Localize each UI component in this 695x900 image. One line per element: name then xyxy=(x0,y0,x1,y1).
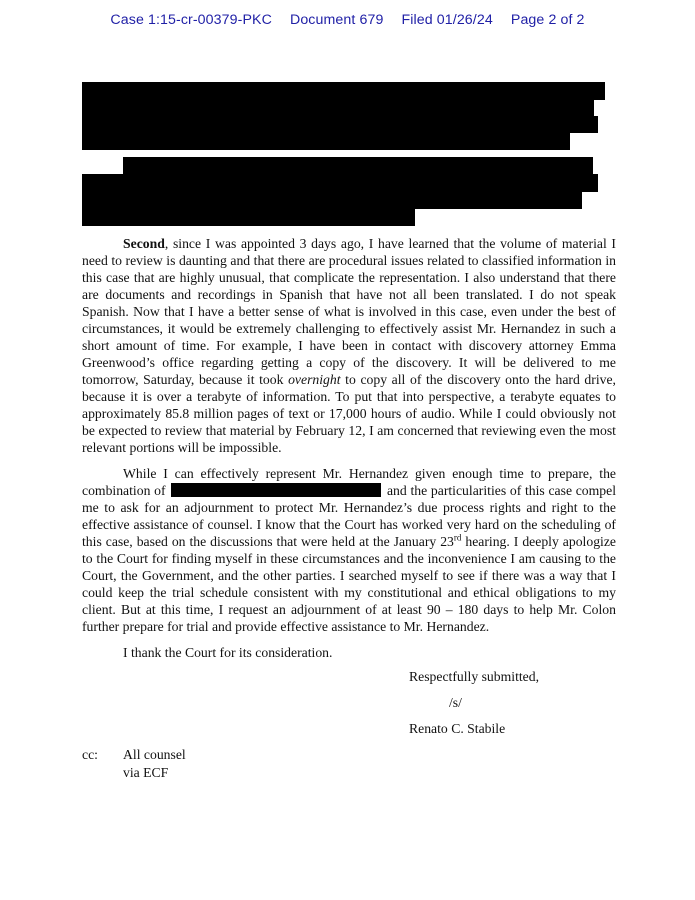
thanks-line: I thank the Court for its consideration. xyxy=(123,645,333,660)
second-heading: Second xyxy=(123,236,165,251)
signer-name: Renato C. Stabile xyxy=(409,721,506,736)
paragraph-second: Second, since I was appointed 3 days ago, I have learned that the volume of material I need to review is daunting and that there are procedural issues related to classified information in this case that are highly unusual, that complicate the representation. I also understand that there are documents and recordings in Spanish that have not all been translated. I do not speak Spanish. Now that I have a better sense of what is involved in this case, even under the best of circumstances, it would be extremely challenging to effectively assist Mr. Hernandez in such a short amount of time. For example, I have been in contact with discovery attorney Emma Greenwood’s office regarding getting a copy of the discovery. It will be delivered to me tomorrow, Saturday, because it took overnight to copy all of the discovery onto the hard drive, because it is over a terabyte of information. To put that into perspective, a terabyte equates to approximately 85.8 million pages of text or 17,000 hours of audio. While I could obviously not be expected to review that material by February 12, I am concerned that reviewing even the most relevant portions will be impossible. xyxy=(82,236,616,455)
document-number: Document 679 xyxy=(289,12,384,28)
paragraph-adjournment: While I can effectively represent Mr. Hernandez given enough time to prepare, the combination of and the particularities of this case compel me to ask for an adjournment to protect Mr. Hernandez’s due process rights and right to the effective assistance of counsel. I know that the Court has worked very hard on the scheduling of this case, based on the discussions that were held at the January 23rd hearing. I deeply apologize to the Court for finding myself in these circumstances and the inconvenience I am causing to the Court, the Government, and the other parties. I searched myself to see if there was a way that I could keep the trial schedule consistent with my constitutional and ethical obligations to my client. But at this time, I request an adjournment of at least 90 – 180 days to help Mr. Colon further prepare for trial and provide effective assistance to Mr. Hernandez. xyxy=(82,466,617,634)
filed-date: Filed 01/26/24 xyxy=(401,12,493,28)
cc-line-1: All counsel xyxy=(123,747,186,762)
case-header xyxy=(0,12,695,28)
page-number: Page 2 of 2 xyxy=(510,12,585,28)
inline-redaction xyxy=(171,483,381,497)
body-text xyxy=(82,235,616,661)
closing: Respectfully submitted, xyxy=(409,669,540,684)
case-number: Case 1:15-cr-00379-PKC xyxy=(110,12,272,28)
cc-label: cc: xyxy=(82,747,98,762)
signature-mark: /s/ xyxy=(449,695,462,710)
cc-line-2: via ECF xyxy=(123,765,169,780)
